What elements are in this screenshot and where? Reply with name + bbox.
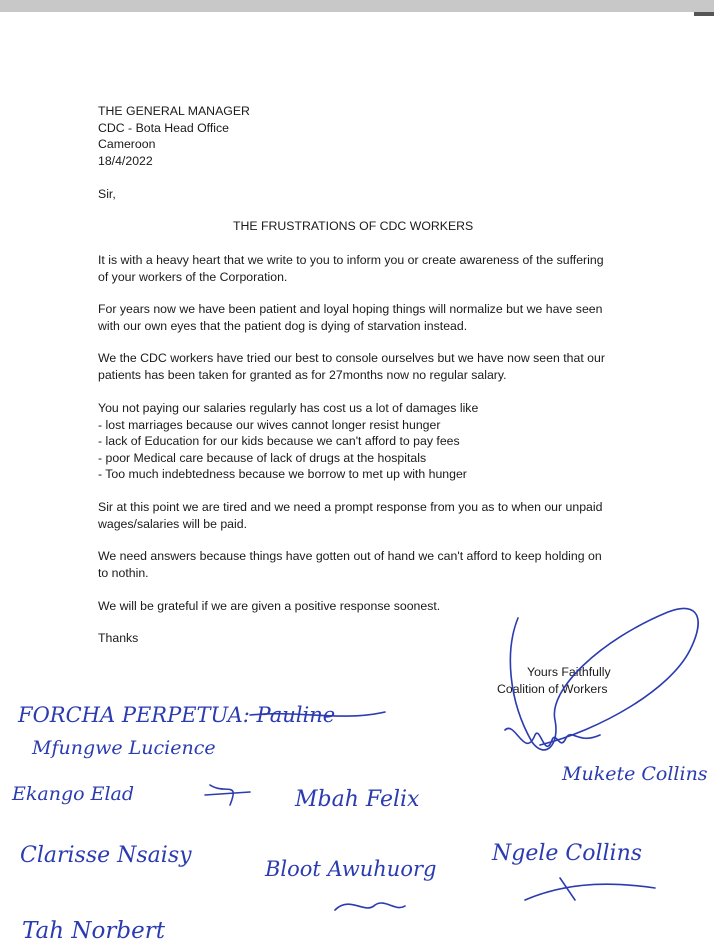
damage-item: - lost marriages because our wives cannot longer resist hunger xyxy=(98,417,441,432)
signature-clarisse: Clarisse Nsaisy xyxy=(20,843,192,868)
recipient-country: Cameroon xyxy=(98,137,156,151)
signature-mfungwe: Mfungwe Lucience xyxy=(32,737,216,759)
damage-item: - poor Medical care because of lack of drugs at the hospitals xyxy=(98,450,427,465)
signature-forcha-underline xyxy=(250,712,385,716)
letter-date: 18/4/2022 xyxy=(98,153,153,168)
paragraph-4: Sir at this point we are tired and we need a prompt response from you as to when our unpaid wages/salaries will be paid. xyxy=(98,500,603,531)
paragraph-5: We need answers because things have gotten out of hand we can't afford to keep holding on to nothin. xyxy=(98,549,602,580)
damage-item: - lack of Education for our kids because we can't afford to pay fees xyxy=(98,434,460,448)
salutation: Sir, xyxy=(98,187,116,201)
signature-scribble xyxy=(505,728,600,746)
paragraph-6: We will be grateful if we are given a positive response soonest. xyxy=(98,599,441,613)
signature-ekango-mark xyxy=(205,785,250,805)
damage-item: - Too much indebtedness because we borrow to met up with hunger xyxy=(98,467,467,481)
signature-tah: Tah Norbert xyxy=(22,918,165,944)
signature-mbah: Mbah Felix xyxy=(295,787,420,812)
signature-ngele: Ngele Collins xyxy=(492,841,643,866)
signature-bloot: Bloot Awuhuorg xyxy=(265,857,437,881)
recipient-office: CDC - Bota Head Office xyxy=(98,120,229,135)
signature-mukete: Mukete Collins xyxy=(562,763,708,785)
closing-line: Yours Faithfully xyxy=(527,665,611,679)
signature-ekango: Ekango Elad xyxy=(12,783,135,805)
recipient-title: THE GENERAL MANAGER xyxy=(98,104,250,118)
recipient-address xyxy=(98,103,250,169)
paragraph-3: We the CDC workers have tried our best to console ourselves but we have now seen that our patients has been taken for granted as for 27months now no regular salary. xyxy=(98,351,605,382)
paragraph-2: For years now we have been patient and loyal hoping things will normalize but we have seen with our own eyes that the patient dog is dying of starvation instead. xyxy=(98,302,603,333)
signature-ngele-mark xyxy=(525,878,655,900)
closing-signatory: Coalition of Workers xyxy=(497,682,608,696)
paragraph-1: It is with a heavy heart that we write to you to inform you or create awareness of the suffering of your workers of the Corporation. xyxy=(98,253,604,284)
damages-list xyxy=(98,400,614,483)
letter-subject: THE FRUSTRATIONS OF CDC WORKERS xyxy=(233,219,474,233)
damages-intro: You not paying our salaries regularly has cost us a lot of damages like xyxy=(98,401,479,415)
thanks: Thanks xyxy=(98,631,139,645)
signature-forcha: FORCHA PERPETUA: Pauline xyxy=(18,703,336,727)
scan-top-edge xyxy=(0,0,714,12)
signature-bloot-mark xyxy=(335,903,405,910)
scan-edge-mark xyxy=(694,12,714,16)
